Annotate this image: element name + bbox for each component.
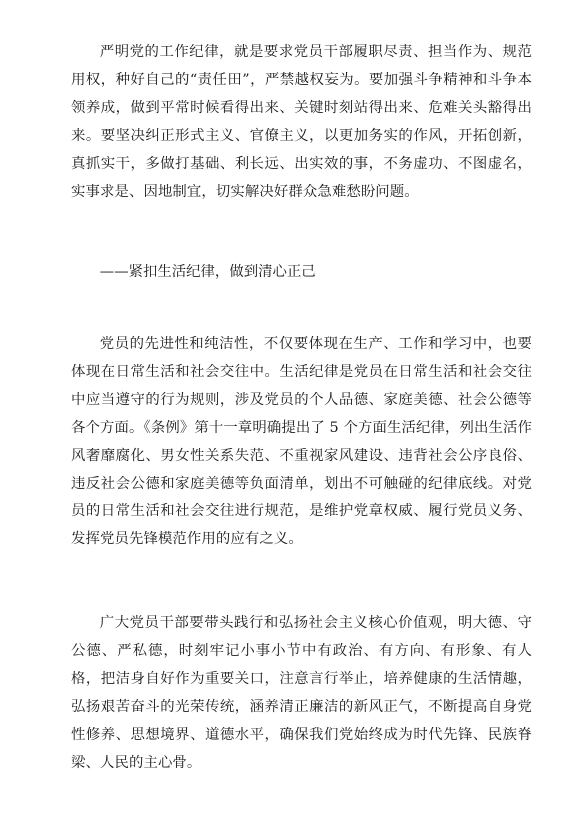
paragraph-life-discipline: 党员的先进性和纯洁性，不仅要体现在生产、工作和学习中，也要体现在日常生活和社会交往中。生活纪律是党员在日常生活和社会交往中应当遵守的行为规则，涉及党员的个人品德、家庭美德、社会公德等各个方面。《条例》第十一章明确提出了 5 个方面生活纪律，列出生活作风奢靡腐化、男女性关系失范、不重视家风建设、违背社会公序良俗、违反社会公德和家庭美德等负面清单，划出不可触碰的纪律底线。对党员的日常生活和社会交往进行规范，是维护党章权威、履行党员义务、发挥党员先锋模范作用的应有之义。 [71,336,532,548]
paragraph-work-discipline: 严明党的工作纪律，就是要求党员干部履职尽责、担当作为、规范用权，种好自己的“责任田”，严禁越权妄为。要加强斗争精神和斗争本领养成，做到平常时候看得出来、关键时刻站得出来、危难关头豁得出来。要坚决纠正形式主义、官僚主义，以更加务实的作风，开拓创新，真抓实干，多做打基础、利长远、出实效的事，不务虚功、不图虚名，实事求是、因地制宜，切实解决好群众急难愁盼问题。 [71,44,532,200]
section-heading: ——紧扣生活纪律，做到清心正己 [99,264,316,280]
paragraph-core-values: 广大党员干部要带头践行和弘扬社会主义核心价值观，明大德、守公德、严私德，时刻牢记小事小节中有政治、有方向、有形象、有人格，把洁身自好作为重要关口，注意言行举止，培养健康的生活情趣，弘扬艰苦奋斗的光荣传统，涵养清正廉洁的新风正气，不断提高自身党性修养、思想境界、道德水平，确保我们党始终成为时代先锋、民族脊梁、人民的主心骨。 [71,615,532,771]
